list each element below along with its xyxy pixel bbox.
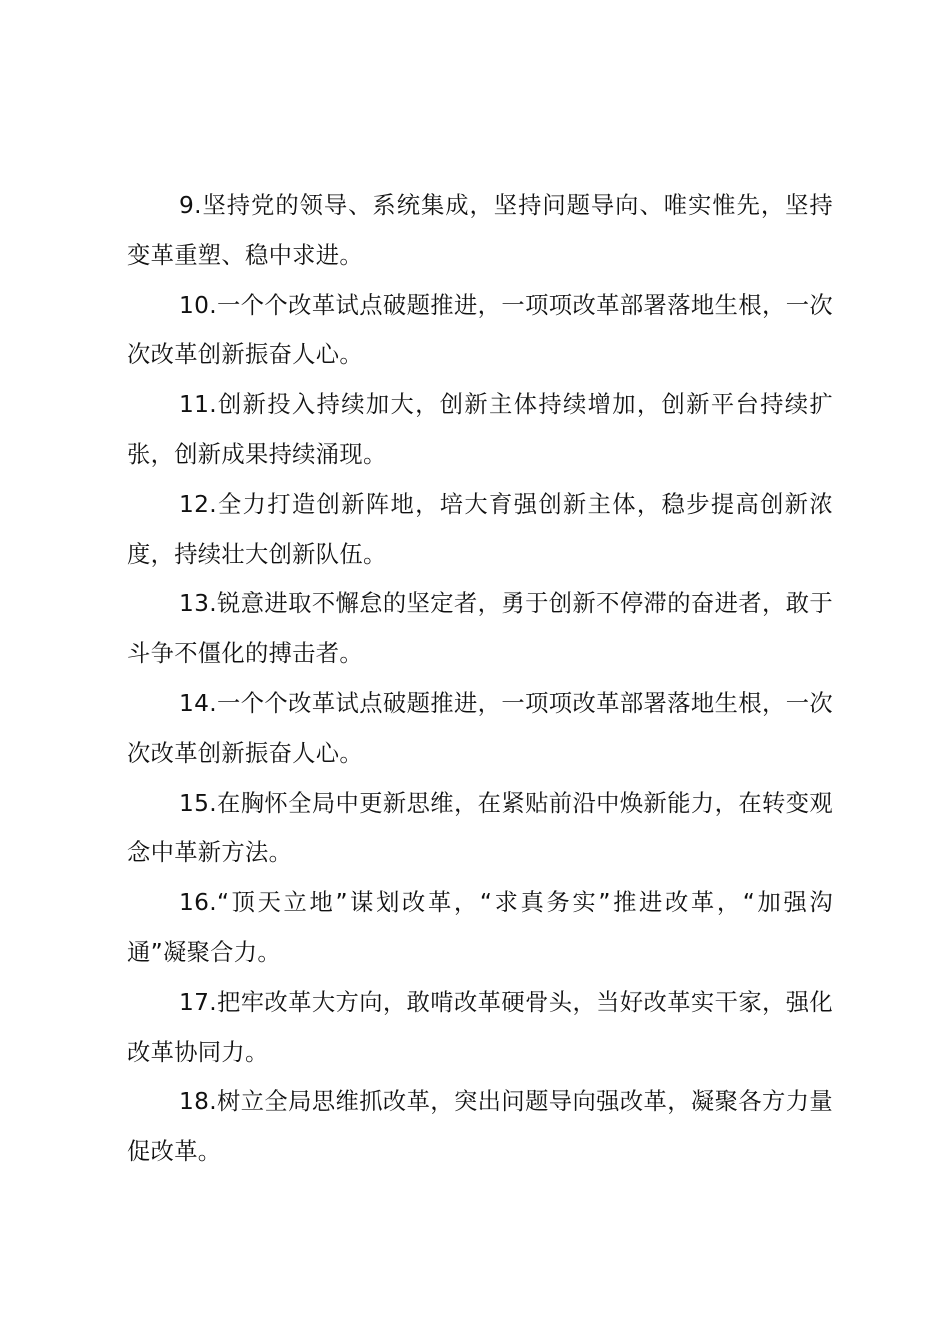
paragraph-13: 13.锐意进取不懈怠的坚定者，勇于创新不停滞的奋进者，敢于斗争不僵化的搏击者。	[127, 590, 833, 668]
paragraph-9: 9.坚持党的领导、系统集成，坚持问题导向、唯实惟先，坚持变革重塑、稳中求进。	[127, 192, 833, 269]
paragraph-18: 18.树立全局思维抓改革，突出问题导向强改革，凝聚各方力量促改革。	[127, 1088, 833, 1166]
paragraph-12: 12.全力打造创新阵地，培大育强创新主体，稳步提高创新浓度，持续壮大创新队伍。	[127, 490, 833, 568]
paragraph-11: 11.创新投入持续加大，创新主体持续增加，创新平台持续扩张，创新成果持续涌现。	[127, 391, 833, 468]
paragraph-16: 16.“顶天立地”谋划改革，“求真务实”推进改革，“加强沟通”凝聚合力。	[127, 889, 833, 966]
paragraph-14: 14.一个个改革试点破题推进，一项项改革部署落地生根，一次次改革创新振奋人心。	[127, 689, 833, 767]
paragraph-15: 15.在胸怀全局中更新思维，在紧贴前沿中焕新能力，在转变观念中革新方法。	[127, 789, 833, 867]
paragraph-10: 10.一个个改革试点破题推进，一项项改革部署落地生根，一次次改革创新振奋人心。	[127, 291, 833, 369]
document-body	[127, 181, 833, 1177]
paragraph-17: 17.把牢改革大方向，敢啃改革硬骨头，当好改革实干家，强化改革协同力。	[127, 988, 833, 1066]
